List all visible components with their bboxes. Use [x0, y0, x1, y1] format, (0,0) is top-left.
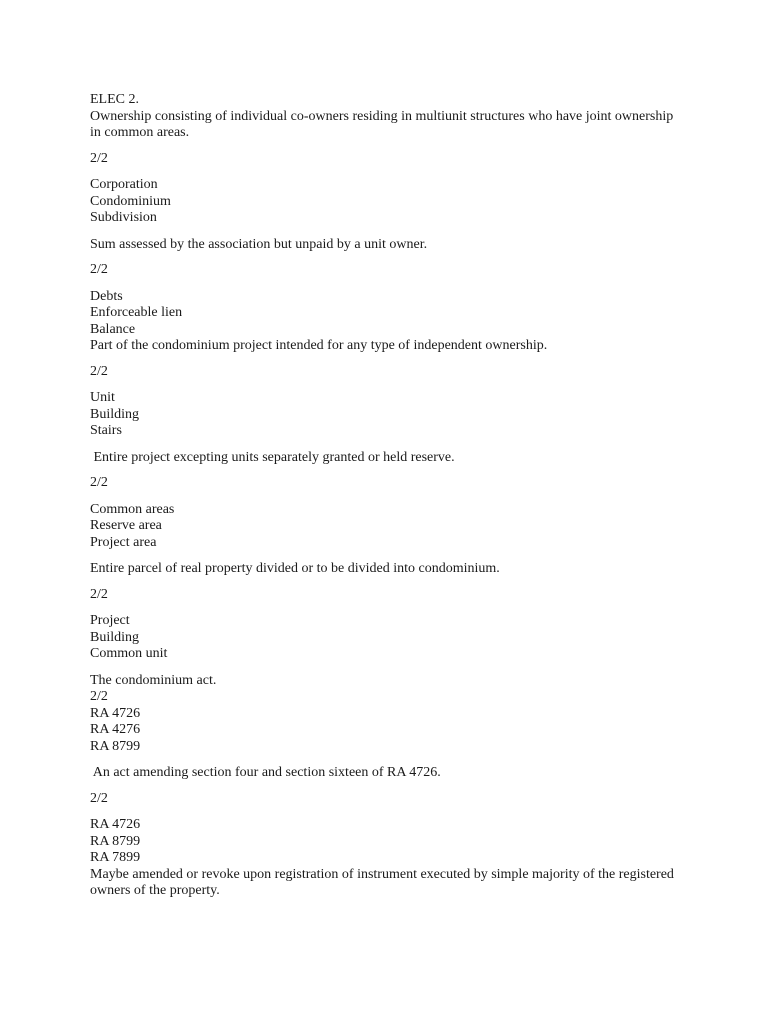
answer-option: Enforceable lien [90, 305, 183, 320]
answer-option: RA 4276 [90, 722, 141, 737]
answer-option: RA 4726 [90, 705, 141, 721]
answer-option: Unit [90, 390, 115, 405]
document-page [90, 92, 680, 900]
question-score: 2/2 [90, 262, 108, 277]
answer-option: Corporation [90, 177, 158, 192]
question-text: An act amending section four and section sixteen of RA 4726. [90, 765, 441, 780]
question-score: 2/2 [90, 150, 108, 166]
answer-option: RA 4726 [90, 817, 141, 832]
answer-option: Stairs [90, 423, 122, 438]
answer-option: RA 7899 [90, 850, 141, 865]
answer-option: Reserve area [90, 518, 162, 533]
answer-option: Building [90, 406, 140, 422]
question-text: The condominium act. [90, 672, 217, 688]
question-text: Ownership consisting of individual co-owners residing in multiunit structures who have joint ownership in common areas. [90, 108, 674, 140]
question-text: Entire parcel of real property divided or to be divided into condominium. [90, 561, 500, 576]
answer-option: RA 8799 [90, 833, 141, 849]
answer-option: Condominium [90, 193, 171, 209]
answer-option: Subdivision [90, 210, 157, 225]
question-text: Maybe amended or revoke upon registration of instrument executed by simple majority of the registered owners of the property. [90, 866, 674, 898]
answer-option: Common unit [90, 646, 168, 661]
question-text: Part of the condominium project intended for any type of independent ownership. [90, 338, 548, 353]
question-score: 2/2 [90, 790, 108, 806]
answer-option: Project [90, 613, 130, 628]
answer-option: Balance [90, 321, 136, 337]
answer-option: Building [90, 629, 140, 645]
question-score: 2/2 [90, 689, 108, 704]
question-text: Sum assessed by the association but unpaid by a unit owner. [90, 236, 428, 252]
answer-option: Common areas [90, 501, 175, 517]
document-title: ELEC 2. [90, 92, 139, 107]
question-score: 2/2 [90, 363, 108, 379]
answer-option: Debts [90, 288, 123, 304]
question-text: Entire project excepting units separately granted or held reserve. [90, 449, 455, 465]
answer-option: Project area [90, 534, 157, 550]
question-score: 2/2 [90, 475, 108, 490]
question-score: 2/2 [90, 586, 108, 602]
answer-option: RA 8799 [90, 738, 141, 754]
